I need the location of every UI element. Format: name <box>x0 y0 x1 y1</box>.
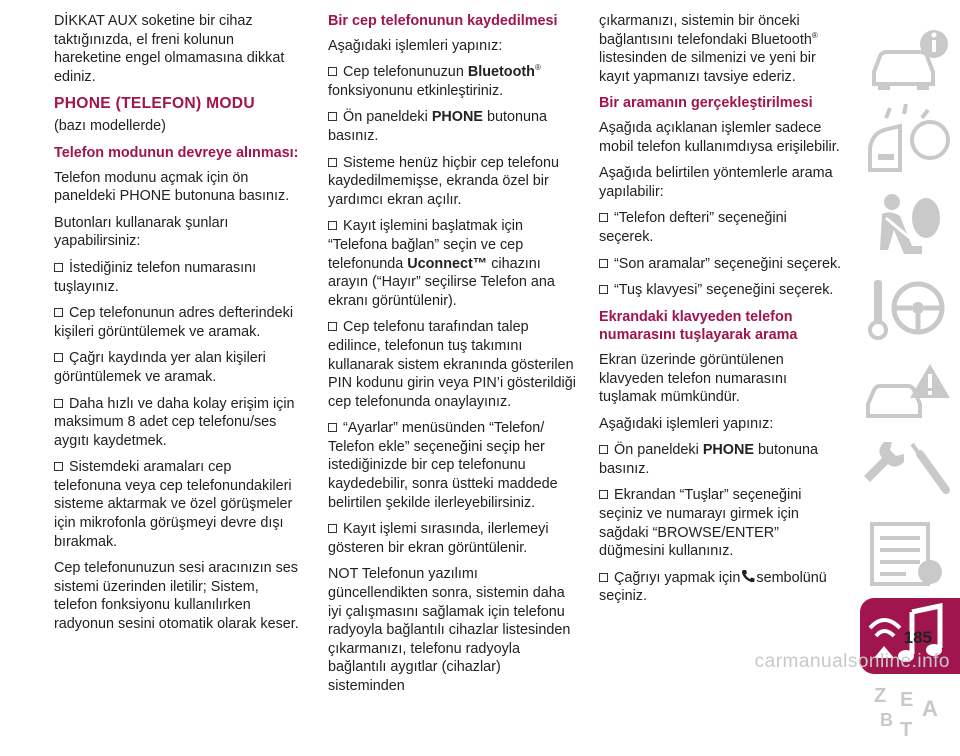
wrench-screwdriver-icon <box>860 434 960 510</box>
checkbox-bullet-icon <box>54 353 63 362</box>
list-item: Daha hızlı ve daha kolay erişim için maksimum 8 adet cep telefonu/ses aygıtı kaydetmek. <box>54 395 295 449</box>
seatbelt-airbag-icon <box>860 188 960 264</box>
list-item: Kayıt işlemini başlatmak için “Telefona bağlan” seçin ve cep telefonunda Uconnect™ cihazını arayın (“Hayır” seçilirse Telefon ana ekranı görüntülenir). <box>328 218 555 309</box>
checkbox-bullet-icon <box>328 524 337 533</box>
paragraph-steps: Aşağıdaki işlemleri yapınız: <box>328 37 503 54</box>
list-item: “Son aramalar” seçeneğini seçerek. <box>599 255 844 274</box>
aux-warning: DİKKAT AUX soketine bir cihaz taktığınızda, el freni kolunun hareketine engel olmamasına dikkat ediniz. <box>54 13 285 85</box>
checkbox-bullet-icon <box>599 445 608 454</box>
paragraph-call-methods: Aşağıda belirtilen yöntemlerle arama yapılabilir: <box>599 165 833 200</box>
checkbox-bullet-icon <box>328 67 337 76</box>
checkbox-bullet-icon <box>599 285 608 294</box>
svg-text:B: B <box>880 710 893 730</box>
list-item: “Tuş klavyesi” seçeneğini seçerek. <box>599 281 844 300</box>
column-right <box>599 12 844 614</box>
list-item: “Ayarlar” menüsünden “Telefon/ Telefon ekle” seçeneğini seçip her istediğinizde bir cep telefonunu kaydedebilir, sonra üstteki maddede belirtilen şekilde ilerleyebilirsiniz. <box>328 420 558 511</box>
tab-maintenance[interactable] <box>860 434 960 510</box>
key-steering-icon <box>860 270 960 346</box>
paragraph-note: NOT Telefonun yazılımı güncellendikten sonra, sistemin daha iyi çalışmasını sağlamak için telefonu radyoyla bağlantılı cihazlar listesinden çıkarmanızı, telefonu radyoyla bağlantılı aygıtlar (cihazlar) sisteminden <box>328 566 571 694</box>
checkbox-bullet-icon <box>328 158 337 167</box>
page-number: 185 <box>903 628 932 647</box>
column-left <box>54 12 300 642</box>
svg-text:A: A <box>922 696 938 721</box>
paragraph-activate: Telefon modunu açmak için ön paneldeki PHONE butonuna basınız. <box>54 169 290 205</box>
tab-starting-driving[interactable] <box>860 270 960 346</box>
list-item: İstediğiniz telefon numarasını tuşlayınız. <box>54 259 257 295</box>
checkbox-bullet-icon <box>599 573 608 582</box>
svg-text:Z: Z <box>874 685 887 707</box>
checkbox-bullet-icon <box>328 423 337 432</box>
tab-dashboard-info[interactable] <box>860 22 960 98</box>
tab-technical-data[interactable] <box>860 516 960 592</box>
paragraph-keypad-steps: Aşağıdaki işlemleri yapınız: <box>599 415 774 432</box>
list-item: Kayıt işlemi sırasında, ilerlemeyi gösteren bir ekran görüntülenir. <box>328 521 549 556</box>
list-item: Ekrandan “Tuşlar” seçeneğini seçiniz ve numarayı girmek için sağdaki “BROWSE/ENTER” düğmesini kullanınız. <box>599 487 802 560</box>
checkbox-bullet-icon <box>599 259 608 268</box>
list-item: “Telefon defteri” seçeneğini seçerek. <box>599 210 787 245</box>
checkbox-bullet-icon <box>54 399 63 408</box>
list-item: Cep telefonunuzun Bluetooth® fonksiyonunu etkinleştiriniz. <box>328 63 541 99</box>
checkbox-bullet-icon <box>328 322 337 331</box>
tab-index[interactable] <box>860 680 960 756</box>
checkbox-bullet-icon <box>328 221 337 230</box>
alphabet-index-icon <box>860 680 960 756</box>
car-info-icon <box>860 22 960 98</box>
paragraph-audio: Cep telefonunuzun sesi aracınızın ses sistemi üzerinden iletilir; Sistem, telefon fonksiyonu kullanılırken radyonun sesini otomatik olarak keser. <box>54 560 299 633</box>
heading-make-call: Bir aramanın gerçekleştirilmesi <box>599 95 813 112</box>
section-title-phone-mode: PHONE (TELEFON) MODU <box>54 95 255 113</box>
heading-keypad-call: Ekrandaki klavyeden telefon numarasını tuşlayarak arama <box>599 308 798 344</box>
checkbox-bullet-icon <box>54 308 63 317</box>
svg-text:E: E <box>900 689 914 711</box>
list-item: Cep telefonunun adres defterindeki kişileri görüntülemek ve aramak. <box>54 305 294 340</box>
list-item: Çağrıyı yapmak için sembolünü seçiniz. <box>599 569 827 605</box>
phone-handset-icon <box>740 569 756 583</box>
model-note: (bazı modellerde) <box>54 118 166 135</box>
checkbox-bullet-icon <box>599 213 608 222</box>
tab-dashboard-warnings[interactable] <box>860 104 960 180</box>
checkbox-bullet-icon <box>328 112 337 121</box>
list-item: Sistemdeki aramaları cep telefonuna veya cep telefonundakileri sisteme aktarmak ve özel görüşmeler için mikrofonla görüşmeyi devre dışı bırakmak. <box>54 459 293 550</box>
checkbox-bullet-icon <box>54 462 63 471</box>
paragraph-continuation: çıkarmanızı, sistemin bir önceki bağlantısını telefondaki Bluetooth® listesinden de silmenizi ve yeni bir kayıt yapmanızı tavsiye ederiz. <box>599 13 818 85</box>
watermark: carmanualsonline.info <box>754 651 950 672</box>
column-middle <box>328 12 576 704</box>
list-item: Cep telefonu tarafından talep edilince, telefonun tuş takımını kullanarak sistem ekranında gösterilen PIN kodunu girin veya PIN’i gösterildiği cep telefonunda onaylayınız. <box>328 319 576 410</box>
list-item: Ön paneldeki PHONE butonuna basınız. <box>599 442 819 477</box>
dashboard-warning-icon <box>860 104 960 180</box>
spec-sheet-icon <box>860 516 960 592</box>
list-item: Sisteme henüz hiçbir cep telefonu kaydedilmemişse, ekranda özel bir yardımcı ekran açılır. <box>328 154 559 208</box>
list-item: Ön paneldeki PHONE butonuna basınız. <box>328 109 548 144</box>
checkbox-bullet-icon <box>599 490 608 499</box>
car-warning-triangle-icon <box>860 352 960 428</box>
heading-activate-phone: Telefon modunun devreye alınması: <box>54 144 299 161</box>
checkbox-bullet-icon <box>54 263 63 272</box>
list-item: Çağrı kaydında yer alan kişileri görüntülemek ve aramak. <box>54 350 266 385</box>
tab-emergency[interactable] <box>860 352 960 428</box>
heading-register-phone: Bir cep telefonunun kaydedilmesi <box>328 13 558 29</box>
tab-safety[interactable] <box>860 188 960 264</box>
paragraph-keypad: Ekran üzerinde görüntülenen klavyeden telefon numarasını tuşlamak mümkündür. <box>599 351 787 406</box>
paragraph-call-availability: Aşağıda açıklanan işlemler sadece mobil telefon kullanımdıysa erişilebilir. <box>599 119 840 155</box>
paragraph-buttons: Butonları kullanarak şunları yapabilirsiniz: <box>54 214 229 250</box>
svg-text:T: T <box>900 719 913 741</box>
